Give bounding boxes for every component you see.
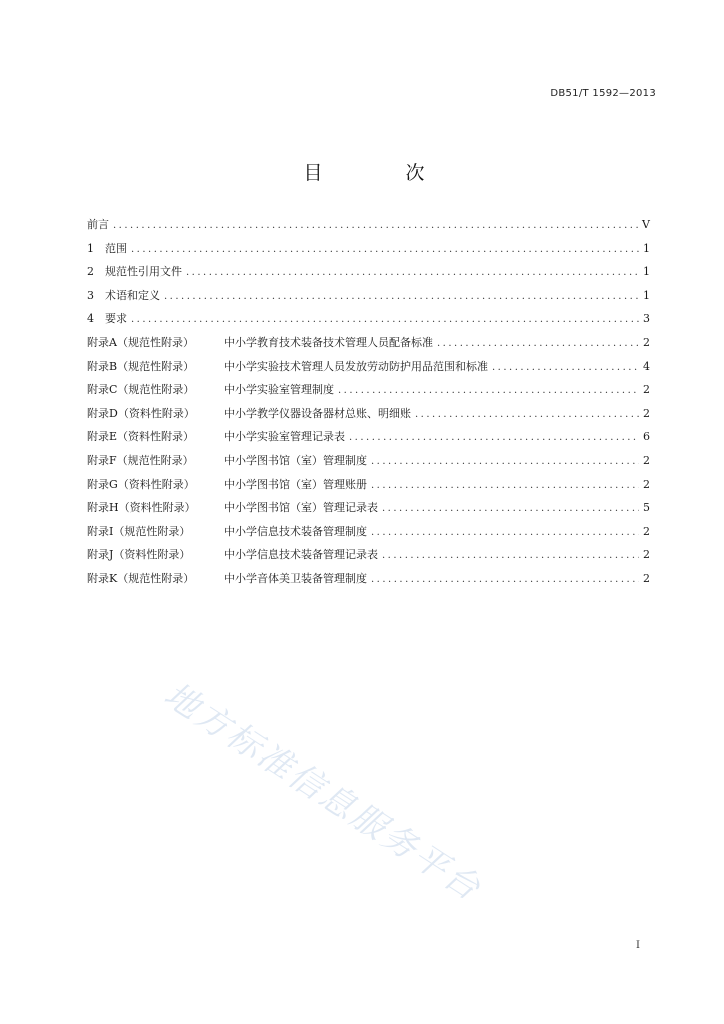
- toc-entry-page-number: 2: [643, 548, 650, 562]
- toc-entry-title: 中小学信息技术装备管理记录表: [224, 548, 378, 562]
- toc-entry-label: 附录F（规范性附录）: [87, 453, 194, 467]
- toc-entry[interactable]: [87, 405, 650, 429]
- toc-entry-page-number: 3: [643, 312, 650, 326]
- toc-entry-page-number: 4: [643, 359, 650, 373]
- toc-entry-label: 附录G（资料性附录）: [87, 477, 195, 491]
- dot-leader: [186, 267, 639, 278]
- dot-leader: [382, 503, 639, 514]
- dot-leader: [131, 244, 639, 255]
- toc-entry-label: 附录E（资料性附录）: [87, 430, 195, 444]
- toc-entry[interactable]: [87, 523, 650, 547]
- toc-entry-title: 中小学图书馆（室）管理账册: [224, 477, 367, 491]
- toc-entry-title: 中小学音体美卫装备管理制度: [224, 571, 367, 585]
- toc-entry-page-number: 1: [643, 241, 650, 255]
- toc-entry-page-number: 2: [643, 335, 650, 349]
- toc-entry-title: 中小学实验室管理记录表: [224, 430, 345, 444]
- toc-entry-label: 附录A（规范性附录）: [87, 335, 194, 349]
- toc-entry[interactable]: [87, 287, 650, 311]
- toc-entry-page-number: 2: [643, 383, 650, 397]
- dot-leader: [349, 432, 639, 443]
- table-of-contents: [87, 216, 650, 594]
- toc-entry[interactable]: [87, 570, 650, 594]
- watermark-text: 地方标准信息服务平台: [156, 674, 489, 910]
- toc-entry-label: 附录I（规范性附录）: [87, 524, 191, 538]
- dot-leader: [113, 220, 638, 231]
- toc-entry-title: 中小学教学仪器设备器材总账、明细账: [224, 406, 411, 420]
- toc-entry-page-number: 5: [643, 501, 650, 515]
- toc-entry-label: 3 术语和定义: [87, 288, 160, 302]
- dot-leader: [492, 362, 639, 373]
- toc-entry-label: 1 范围: [87, 241, 127, 255]
- toc-entry-page-number: V: [642, 218, 650, 231]
- dot-leader: [338, 385, 639, 396]
- toc-entry-title: 中小学图书馆（室）管理记录表: [224, 501, 378, 515]
- toc-entry-title: 中小学信息技术装备管理制度: [224, 524, 367, 538]
- toc-entry-title: 中小学实验室管理制度: [224, 383, 334, 397]
- toc-entry-label: 前言: [87, 218, 109, 231]
- toc-entry-label: 4 要求: [87, 312, 127, 326]
- toc-entry-page-number: 2: [643, 477, 650, 491]
- toc-entry-page-number: 2: [643, 453, 650, 467]
- toc-entry[interactable]: [87, 452, 650, 476]
- toc-entry-page-number: 2: [643, 571, 650, 585]
- toc-entry-label: 附录H（资料性附录）: [87, 501, 196, 515]
- toc-entry-title: 中小学实验技术管理人员发放劳动防护用品范围和标准: [224, 359, 488, 373]
- dot-leader: [415, 409, 639, 420]
- toc-entry-page-number: 6: [643, 430, 650, 444]
- toc-entry-label: 附录D（资料性附录）: [87, 406, 195, 420]
- dot-leader: [437, 338, 639, 349]
- dot-leader: [371, 456, 639, 467]
- toc-entry[interactable]: [87, 216, 650, 240]
- dot-leader: [164, 291, 639, 302]
- toc-entry[interactable]: [87, 334, 650, 358]
- toc-entry[interactable]: [87, 546, 650, 570]
- dot-leader: [371, 480, 639, 491]
- dot-leader: [371, 574, 639, 585]
- toc-entry-title: 中小学图书馆（室）管理制度: [224, 453, 367, 467]
- toc-entry-page-number: 1: [643, 288, 650, 302]
- dot-leader: [131, 314, 639, 325]
- toc-entry-label: 附录K（规范性附录）: [87, 571, 195, 585]
- toc-entry[interactable]: [87, 428, 650, 452]
- toc-entry[interactable]: [87, 381, 650, 405]
- toc-entry[interactable]: [87, 240, 650, 264]
- toc-entry[interactable]: [87, 476, 650, 500]
- toc-entry-label: 2 规范性引用文件: [87, 265, 182, 279]
- toc-entry-label: 附录B（规范性附录）: [87, 359, 195, 373]
- toc-entry[interactable]: [87, 263, 650, 287]
- toc-entry[interactable]: [87, 358, 650, 382]
- standard-code-header: DB51/T 1592—2013: [550, 88, 656, 99]
- toc-entry-label: 附录J（资料性附录）: [87, 548, 191, 562]
- dot-leader: [382, 550, 639, 561]
- toc-entry-page-number: 2: [643, 406, 650, 420]
- toc-entry-page-number: 2: [643, 524, 650, 538]
- dot-leader: [371, 527, 639, 538]
- page-title: 目 次: [303, 162, 457, 184]
- toc-entry-title: 中小学教育技术装备技术管理人员配备标准: [224, 335, 433, 349]
- page-number: I: [636, 940, 640, 951]
- toc-entry[interactable]: [87, 310, 650, 334]
- toc-entry-page-number: 1: [643, 265, 650, 279]
- toc-entry-label: 附录C（规范性附录）: [87, 383, 195, 397]
- toc-entry[interactable]: [87, 499, 650, 523]
